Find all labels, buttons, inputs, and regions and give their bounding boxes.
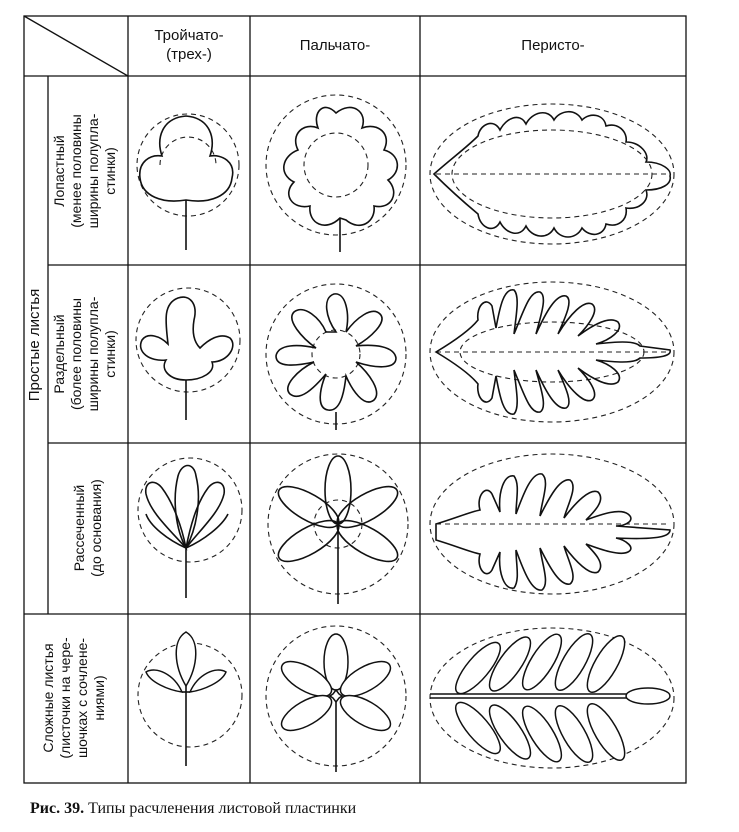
trifoliate-dissected-leaf xyxy=(138,458,242,598)
table-grid xyxy=(24,16,686,783)
trifoliate-parted-leaf xyxy=(136,288,240,420)
row-label-dissected: Рассеченный (до основания) xyxy=(71,479,104,577)
group-label-simple-leaves: Простые листья xyxy=(26,288,43,402)
palmate-parted-leaf xyxy=(266,284,406,430)
trifoliate-compound-leaf xyxy=(138,632,242,766)
row-label-compound: Сложные листья (листочки на чере- шочках с сочлене- ниями) xyxy=(40,637,107,759)
caption-number: Рис. 39. xyxy=(30,800,85,817)
pinnate-lobed-leaf xyxy=(430,104,674,244)
palmate-lobed-leaf xyxy=(266,95,406,252)
figure-caption xyxy=(30,800,356,818)
pinnate-compound-leaf xyxy=(430,628,674,768)
palmate-compound-leaf xyxy=(266,626,406,772)
leaflets-upper xyxy=(449,629,632,700)
leaflets-lower xyxy=(449,696,632,767)
column-header-pinnate: Перисто- xyxy=(521,37,585,54)
palmate-dissected-leaf xyxy=(268,454,408,604)
row-label-parted: Раздельный (более половины ширины полупла- стинки) xyxy=(51,296,118,412)
trifoliate-lobed-leaf xyxy=(137,114,239,250)
pinnate-parted-leaf xyxy=(430,282,674,422)
column-header-palmate: Пальчато- xyxy=(299,37,371,54)
pinnate-dissected-leaf xyxy=(430,454,674,594)
row-label-lobed: Лопастный (менее половины ширины полупла- стинки) xyxy=(51,113,118,229)
caption-text: Типы расчленения листовой пластинки xyxy=(88,800,357,817)
column-header-trifoliate: Тройчато- (трех-) xyxy=(154,27,224,63)
